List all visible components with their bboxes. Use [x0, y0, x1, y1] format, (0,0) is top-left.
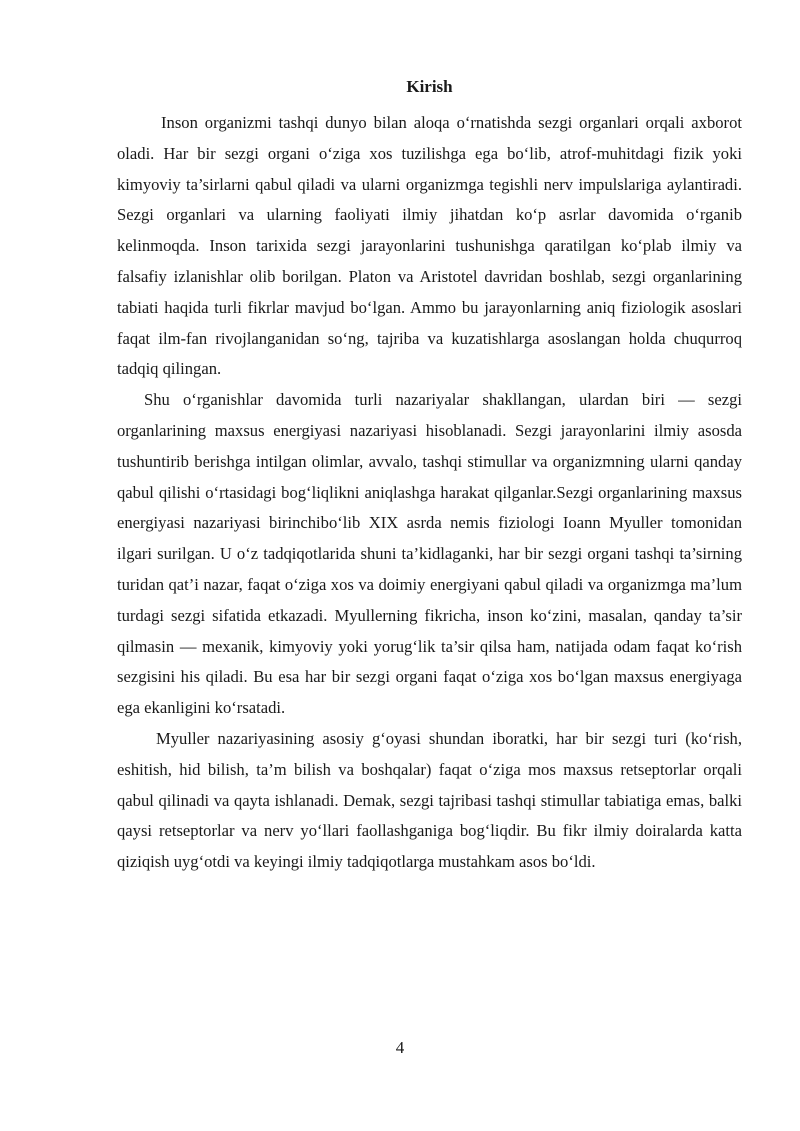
paragraph-muller-idea: Myuller nazariyasining asosiy g‘oyasi shundan iboratki, har bir sezgi turi (ko‘rish, eshitish, hid bilish, ta’m bilish va boshqalar) faqat o‘ziga mos maxsus retseptorlar orqali qabul qilinadi va qayta ishlanadi. Demak, sezgi tajribasi tashqi stimullar tabiatiga emas, balki qaysi retseptorlar va nerv yo‘llari faollashganiga bog‘liqdir. Bu fikr ilmiy doiralarda katta qiziqish uyg‘otdi va keyingi ilmiy tadqiqotlarga mustahkam asos bo‘ldi. [117, 728, 742, 872]
paragraph-intro: Inson organizmi tashqi dunyo bilan aloqa o‘rnatishda sezgi organlari orqali axborot oladi. Har bir sezgi organi o‘ziga xos tuzilishga ega bo‘lib, atrof-muhitdagi fizik yoki kimyoviy ta’sirlarni qabul qiladi va ularni organizmga tegishli nerv impulslariga aylantiradi. Sezgi organlari va ularning faoliyati ilmiy jihatdan ko‘p asrlar davomida o‘rganib kelinmoqda. Inson tarixida sezgi jarayonlarini tushunishga qaratilgan ko‘plab ilmiy va falsafiy izlanishlar olib borilgan. Platon va Aristotel davridan boshlab, sezgi organlarining tabiati haqida turli fikrlar mavjud bo‘lgan. Ammo bu jarayonlarning aniq fiziologik asoslari faqat ilm-fan rivojlanganidan so‘ng, tajriba va kuzatishlarga asoslangan holda chuqurroq tadqiq qilingan. [117, 113, 742, 379]
paragraph-theory: Shu o‘rganishlar davomida turli nazariyalar shakllangan, ulardan biri — sezgi organlarining maxsus energiyasi nazariyasi hisoblanadi. Sezgi jarayonlarini ilmiy asosda tushuntirib berishga intilgan olimlar, avvalo, tashqi stimullar va organizmning ularni qanday qabul qilishi o‘rtasidagi bog‘liqlikni aniqlashga harakat qilganlar.Sezgi organlarining maxsus energiyasi nazariyasi birinchibo‘lib XIX asrda nemis fiziologi Ioann Myuller tomonidan ilgari surilgan. U o‘z tadqiqotlarida shuni ta’kidlaganki, har bir sezgi organi tashqi ta’sirning turidan qat’i nazar, faqat o‘ziga xos va doimiy energiyani qabul qiladi va organizmga ma’lum turdagi sezgi sifatida etkazadi. Myullerning fikricha, inson ko‘zini, masalan, qanday ta’sir qilmasin — mexanik, kimyoviy yoki yorug‘lik ta’sir qilsa ham, natijada odam faqat ko‘rish sezgisini his qiladi. Bu esa har bir sezgi organi faqat o‘ziga xos bo‘lgan maxsus energiyaga ega ekanligini ko‘rsatadi. [117, 390, 742, 718]
page-number: 4 [395, 1038, 405, 1057]
page-body [117, 74, 742, 878]
section-heading: Kirish [406, 77, 453, 96]
